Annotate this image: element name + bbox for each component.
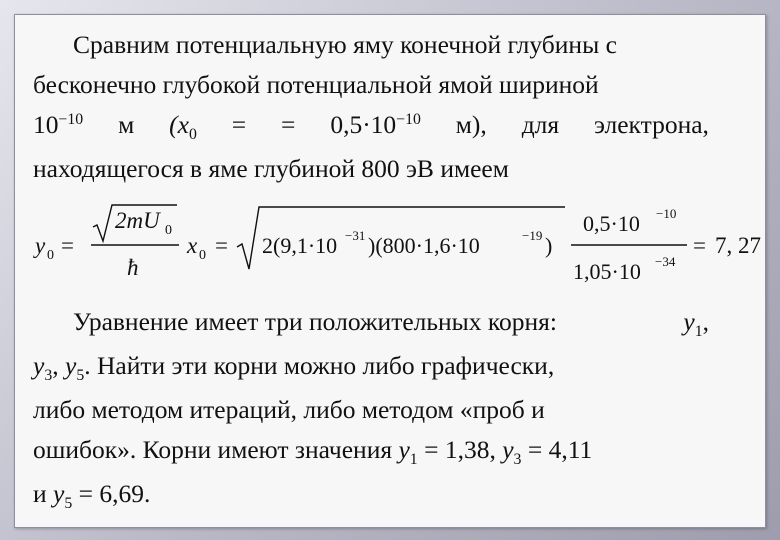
roots-line-2: $y_3$, $y_5$. Найти эти корни можно либо графически, <box>33 351 555 384</box>
intro-line-1: Сравним потенциальную яму конечной глубины с <box>73 30 617 59</box>
equals-sign-2: = <box>281 110 296 139</box>
paragraph-roots <box>33 302 709 518</box>
y0-symbol: y <box>35 233 46 258</box>
result-value: 7, 27 <box>715 233 761 258</box>
roots-line-5: и $y_5 = 6,69$. <box>33 479 151 512</box>
radicand-part-a: 2(9,1·10 <box>262 233 338 258</box>
roots-line-3: либо методом итераций, либо методом «проб и <box>33 395 545 424</box>
formula <box>15 195 765 295</box>
root-y1-symbol: $y_1$, <box>683 307 709 340</box>
width-value: $10^{-10}$ <box>33 110 84 139</box>
unit-m: м <box>118 110 135 139</box>
word-for: для <box>521 110 560 139</box>
radicand-exp-b: −19 <box>522 228 543 243</box>
eq-sign-3: = <box>693 233 706 258</box>
equals-sign: = <box>231 110 247 139</box>
slide <box>14 14 766 528</box>
x0-var: ($x_0$ <box>169 110 197 143</box>
x0-value: $0,5\cdot 10^{-10}$ <box>330 110 421 139</box>
formula-svg <box>15 195 765 295</box>
unit-m-paren: м), <box>455 110 487 139</box>
radicand-part-c: ) <box>545 233 553 258</box>
roots-line-1-text: Уравнение имеет три положительных корня: <box>73 307 557 336</box>
frac-numerator: 0,5·10 <box>583 211 640 236</box>
frac-denominator: 1,05·10 <box>573 259 641 284</box>
intro-line-3 <box>33 105 709 149</box>
paragraph-intro <box>33 25 709 189</box>
numerator-radicand: 2mU <box>115 208 160 233</box>
word-electron: электрона, <box>594 110 709 139</box>
eq-sign-1: = <box>61 233 74 258</box>
x0-subscript: 0 <box>199 248 206 263</box>
roots-line-1 <box>33 302 709 346</box>
hbar-symbol: ħ <box>127 255 139 280</box>
roots-line-4: ошибок». Корни имеют значения $y_1 = 1,38$, $y_3 = 4,11$ <box>33 435 593 468</box>
intro-line-4: находящегося в яме глубиной 800 эВ имеем <box>33 154 509 183</box>
frac-numerator-exp: −10 <box>656 206 677 221</box>
y0-subscript: 0 <box>47 248 54 263</box>
eq-sign-2: = <box>215 233 228 258</box>
radicand-part-b: )(800·1,6·10 <box>368 233 480 258</box>
radicand-exp-a: −31 <box>345 228 366 243</box>
frac-denominator-exp: −34 <box>655 254 676 269</box>
intro-line-2: бесконечно глубокой потенциальной ямой шириной <box>33 70 599 99</box>
x0-symbol: x <box>187 233 198 258</box>
numerator-subscript: 0 <box>165 223 172 238</box>
